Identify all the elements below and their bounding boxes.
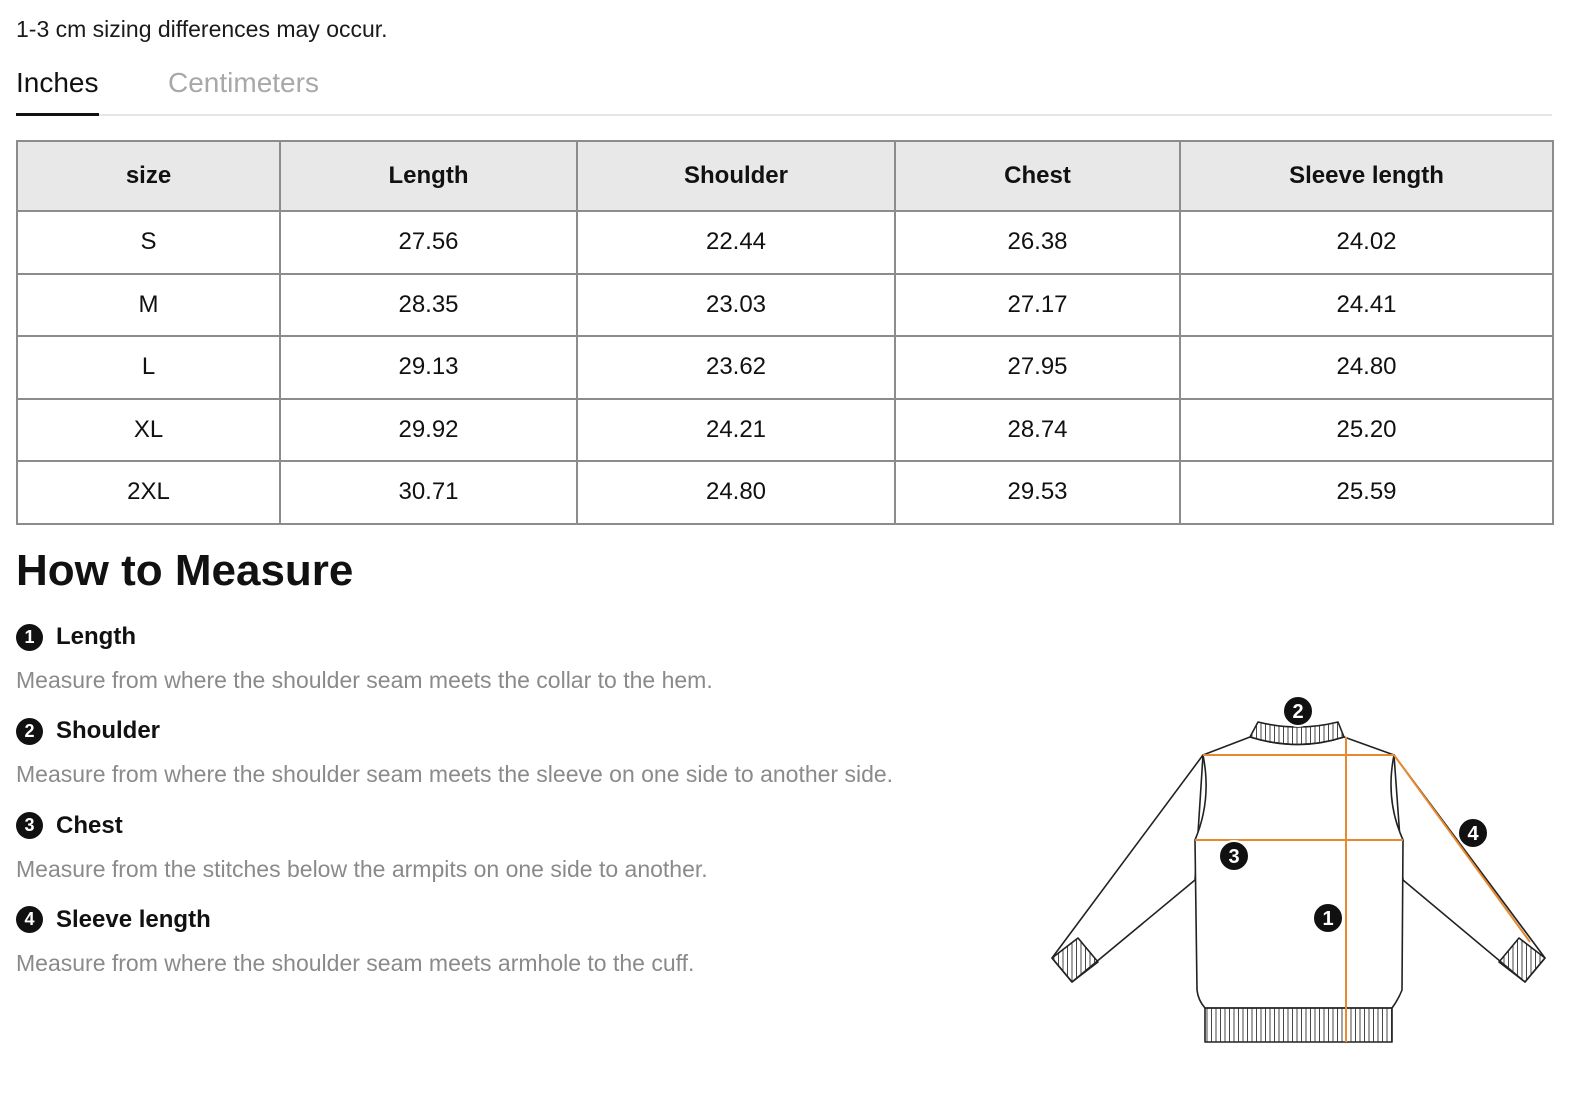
how-to-measure-title: How to Measure bbox=[16, 546, 354, 595]
cell-length: 30.71 bbox=[280, 461, 577, 524]
table-row bbox=[17, 461, 1553, 524]
cell-size: L bbox=[17, 336, 280, 399]
cell-sleeve-length: 24.41 bbox=[1180, 274, 1553, 337]
step-description: Measure from the stitches below the armpits on one side to another. bbox=[16, 855, 708, 882]
cell-length: 27.56 bbox=[280, 211, 577, 274]
cell-size: XL bbox=[17, 399, 280, 462]
cell-sleeve-length: 24.80 bbox=[1180, 336, 1553, 399]
step-chest bbox=[16, 807, 996, 901]
table-row bbox=[17, 336, 1553, 399]
cell-shoulder: 24.80 bbox=[577, 461, 895, 524]
cell-shoulder: 24.21 bbox=[577, 399, 895, 462]
table-row bbox=[17, 211, 1553, 274]
cell-chest: 27.95 bbox=[895, 336, 1180, 399]
header-shoulder: Shoulder bbox=[577, 141, 895, 211]
cell-chest: 29.53 bbox=[895, 461, 1180, 524]
cell-chest: 27.17 bbox=[895, 274, 1180, 337]
step-length bbox=[16, 618, 996, 712]
marker-sleeve-length bbox=[1458, 818, 1488, 848]
tab-inches[interactable]: Inches bbox=[16, 67, 99, 98]
step-sleeve-length bbox=[16, 901, 996, 995]
number-badge-icon: 4 bbox=[16, 906, 43, 933]
svg-text:2: 2 bbox=[1292, 701, 1304, 723]
step-label: Chest bbox=[56, 811, 123, 839]
svg-text:3: 3 bbox=[1228, 846, 1240, 868]
number-badge-icon: 1 bbox=[16, 624, 43, 651]
table-header-row bbox=[17, 141, 1553, 211]
number-badge-icon: 3 bbox=[16, 812, 43, 839]
step-label: Sleeve length bbox=[56, 905, 211, 933]
svg-text:4: 4 bbox=[1467, 823, 1479, 845]
cell-sleeve-length: 25.59 bbox=[1180, 461, 1553, 524]
table-row bbox=[17, 274, 1553, 337]
cell-length: 29.92 bbox=[280, 399, 577, 462]
sweater-body bbox=[1195, 737, 1403, 1008]
step-description: Measure from where the shoulder seam meets the sleeve on one side to another side. bbox=[16, 761, 894, 788]
cell-size: S bbox=[17, 211, 280, 274]
cell-size: 2XL bbox=[17, 461, 280, 524]
cell-size: M bbox=[17, 274, 280, 337]
cell-length: 28.35 bbox=[280, 274, 577, 337]
number-badge-icon: 2 bbox=[16, 718, 43, 745]
cell-sleeve-length: 25.20 bbox=[1180, 399, 1553, 462]
step-description: Measure from where the shoulder seam meets the collar to the hem. bbox=[16, 667, 713, 693]
cell-chest: 26.38 bbox=[895, 211, 1180, 274]
cell-chest: 28.74 bbox=[895, 399, 1180, 462]
cell-shoulder: 23.03 bbox=[577, 274, 895, 337]
cell-shoulder: 23.62 bbox=[577, 336, 895, 399]
step-shoulder bbox=[16, 712, 996, 806]
cell-length: 29.13 bbox=[280, 336, 577, 399]
sweater-measurement-diagram bbox=[1040, 690, 1560, 1050]
measure-steps bbox=[16, 618, 996, 995]
sweater-outline bbox=[1052, 722, 1545, 1042]
marker-length bbox=[1313, 903, 1343, 933]
marker-shoulder bbox=[1283, 696, 1313, 726]
step-label: Length bbox=[56, 623, 136, 650]
svg-text:1: 1 bbox=[1322, 908, 1334, 930]
table-row bbox=[17, 399, 1553, 462]
cell-sleeve-length: 24.02 bbox=[1180, 211, 1553, 274]
sizing-disclaimer: 1-3 cm sizing differences may occur. bbox=[16, 16, 388, 42]
marker-chest bbox=[1219, 841, 1249, 871]
size-chart-table bbox=[16, 140, 1554, 525]
header-chest: Chest bbox=[895, 141, 1180, 211]
header-size: size bbox=[17, 141, 280, 211]
tab-centimeters[interactable]: Centimeters bbox=[168, 67, 319, 98]
step-description: Measure from where the shoulder seam meets armhole to the cuff. bbox=[16, 949, 695, 976]
header-sleeve-length: Sleeve length bbox=[1180, 141, 1553, 211]
header-length: Length bbox=[280, 141, 577, 211]
unit-tabs bbox=[16, 64, 1552, 116]
hem-rib bbox=[1205, 1008, 1392, 1042]
step-label: Shoulder bbox=[56, 717, 161, 745]
cell-shoulder: 22.44 bbox=[577, 211, 895, 274]
